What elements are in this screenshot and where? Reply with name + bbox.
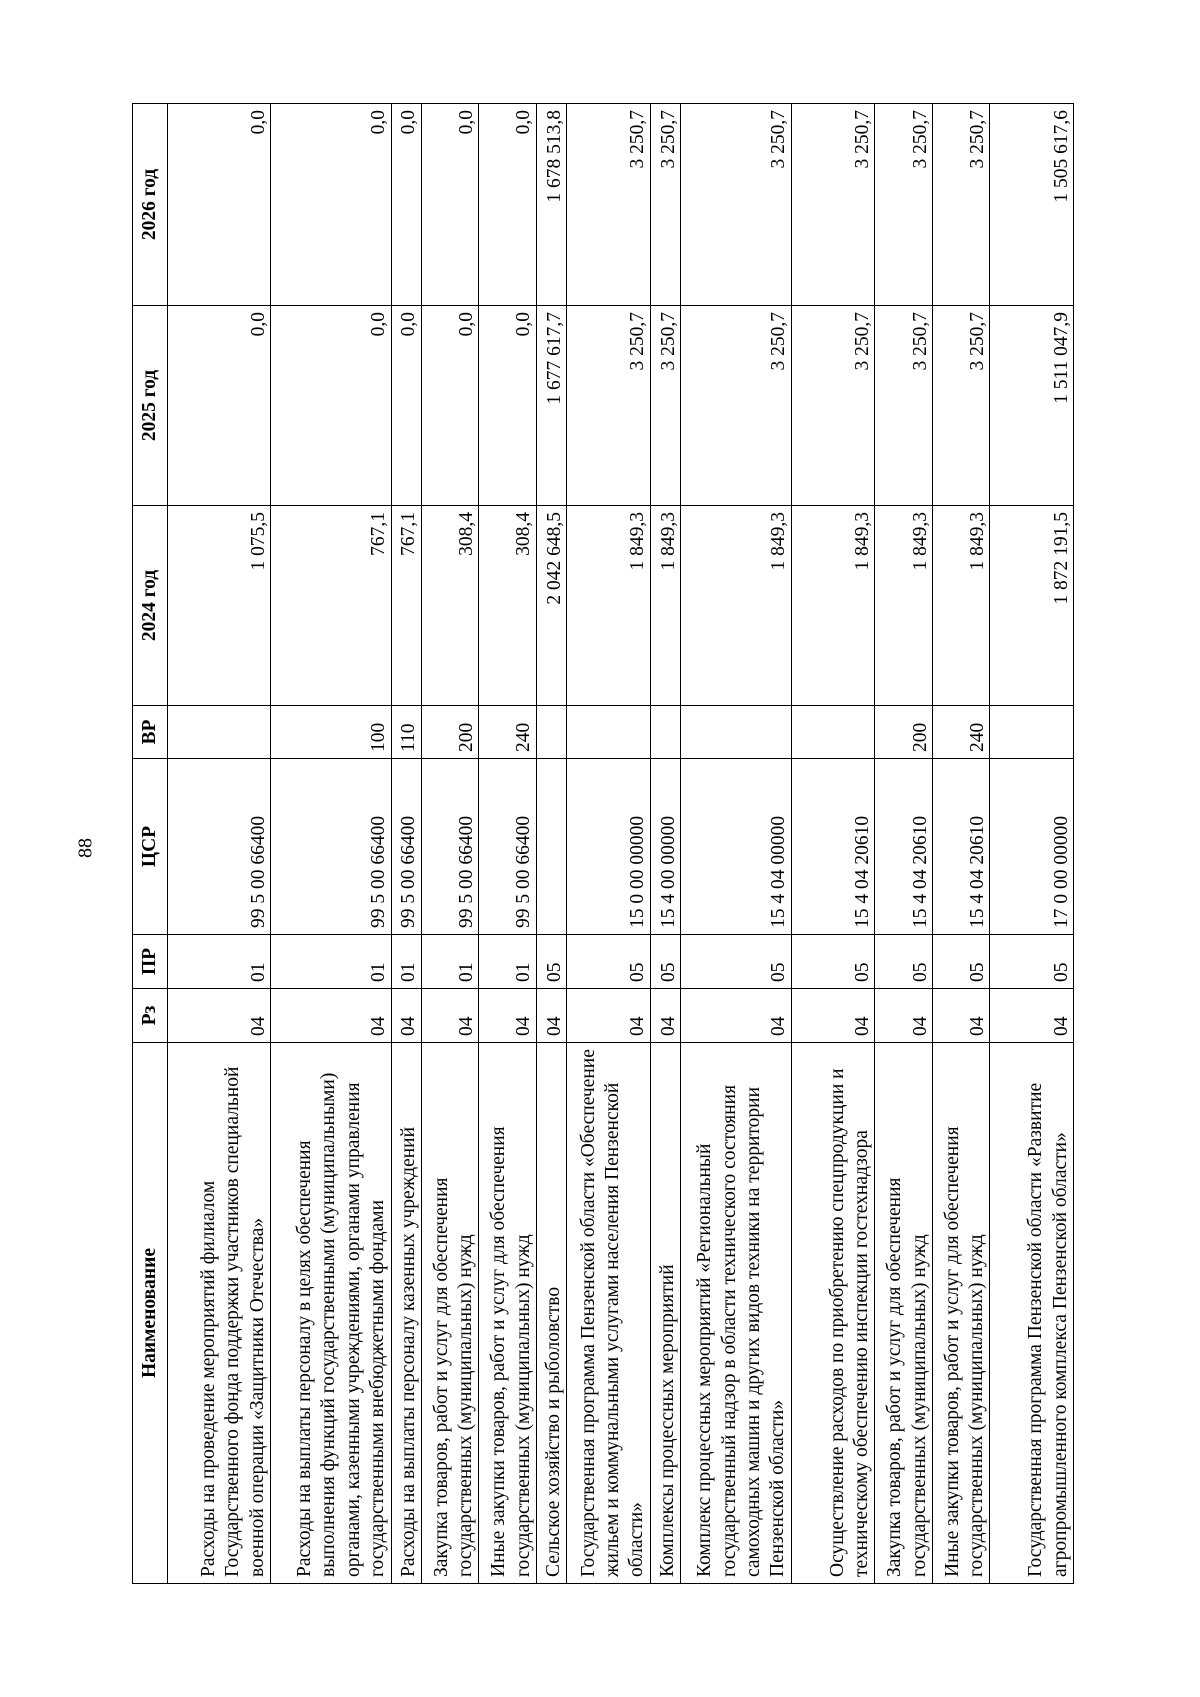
table-row — [271, 104, 391, 1584]
table-row — [536, 104, 566, 1584]
cell-pr: 05 — [990, 935, 1074, 989]
cell-2025: 0,0 — [271, 306, 391, 506]
cell-2025: 1 677 617,7 — [536, 306, 566, 506]
cell-vr: 240 — [932, 706, 990, 759]
cell-rz: 04 — [536, 989, 566, 1043]
cell-2024: 1 849,3 — [875, 506, 933, 706]
cell-rz: 04 — [932, 989, 990, 1043]
cell-2024: 1 849,3 — [681, 506, 792, 706]
cell-csr: 15 4 04 20610 — [875, 759, 933, 935]
cell-pr: 05 — [567, 935, 651, 989]
cell-csr: 99 5 00 66400 — [421, 759, 479, 935]
cell-2026: 3 250,7 — [567, 104, 651, 306]
budget-table — [132, 103, 1074, 1584]
cell-pr: 05 — [681, 935, 792, 989]
cell-vr: 200 — [875, 706, 933, 759]
cell-2025: 0,0 — [421, 306, 479, 506]
cell-rz: 04 — [421, 989, 479, 1043]
cell-rz: 04 — [650, 989, 680, 1043]
cell-pr: 05 — [875, 935, 933, 989]
header-csr: ЦСР — [133, 759, 168, 935]
cell-2024: 1 849,3 — [932, 506, 990, 706]
cell-2026: 0,0 — [271, 104, 391, 306]
cell-rz: 04 — [875, 989, 933, 1043]
cell-csr: 99 5 00 66400 — [168, 759, 271, 935]
cell-pr: 01 — [168, 935, 271, 989]
cell-2024: 1 849,3 — [650, 506, 680, 706]
cell-2026: 0,0 — [421, 104, 479, 306]
cell-rz: 04 — [479, 989, 537, 1043]
cell-name: Иные закупки товаров, работ и услуг для обеспечения государственных (муниципальных) нужд — [479, 1043, 537, 1584]
cell-vr: 110 — [391, 706, 421, 759]
cell-name: Расходы на проведение мероприятий филиалом Государственного фонда поддержки участников специальной военной операции «Защитники Отечества» — [168, 1043, 271, 1584]
cell-vr — [990, 706, 1074, 759]
header-2025: 2025 год — [133, 306, 168, 506]
cell-2026: 3 250,7 — [791, 104, 875, 306]
cell-vr: 240 — [479, 706, 537, 759]
cell-2025: 3 250,7 — [875, 306, 933, 506]
cell-vr — [791, 706, 875, 759]
header-vr: ВР — [133, 706, 168, 759]
cell-2026: 0,0 — [479, 104, 537, 306]
cell-csr: 99 5 00 66400 — [479, 759, 537, 935]
cell-csr: 15 4 00 00000 — [650, 759, 680, 935]
cell-name: Расходы на выплаты персоналу в целях обеспечения выполнения функций государственными (муниципальными) органами, казенными учреждениями, органами управления государственными внебюджетными фондами — [271, 1043, 391, 1584]
cell-2026: 1 678 513,8 — [536, 104, 566, 306]
table-row — [681, 104, 792, 1584]
cell-vr: 100 — [271, 706, 391, 759]
cell-vr — [168, 706, 271, 759]
cell-name: Осуществление расходов по приобретению спецпродукции и техническому обеспечению инспекции гостехнадзора — [791, 1043, 875, 1584]
cell-name: Комплекс процессных мероприятий «Региональный государственный надзор в области технического состояния самоходных машин и других видов техники на территории Пензенской области» — [681, 1043, 792, 1584]
cell-2026: 0,0 — [168, 104, 271, 306]
cell-vr — [681, 706, 792, 759]
cell-vr — [567, 706, 651, 759]
cell-csr: 15 4 04 20610 — [791, 759, 875, 935]
cell-2024: 2 042 648,5 — [536, 506, 566, 706]
cell-name: Государственная программа Пензенской области «Обеспечение жильем и коммунальными услугами населения Пензенской области» — [567, 1043, 651, 1584]
header-row — [133, 104, 168, 1584]
cell-name: Государственная программа Пензенской области «Развитие агропромышленного комплекса Пензенской области» — [990, 1043, 1074, 1584]
cell-rz: 04 — [990, 989, 1074, 1043]
cell-csr: 17 0 00 00000 — [990, 759, 1074, 935]
cell-csr — [536, 759, 566, 935]
table-row — [650, 104, 680, 1584]
cell-rz: 04 — [391, 989, 421, 1043]
cell-2026: 3 250,7 — [932, 104, 990, 306]
cell-2024: 308,4 — [421, 506, 479, 706]
cell-csr: 15 0 00 00000 — [567, 759, 651, 935]
table-header — [133, 104, 168, 1584]
header-2024: 2024 год — [133, 506, 168, 706]
cell-vr — [650, 706, 680, 759]
cell-name: Закупка товаров, работ и услуг для обеспечения государственных (муниципальных) нужд — [421, 1043, 479, 1584]
cell-rz: 04 — [791, 989, 875, 1043]
cell-pr: 05 — [791, 935, 875, 989]
table-row — [168, 104, 271, 1584]
table-row — [791, 104, 875, 1584]
cell-2025: 3 250,7 — [681, 306, 792, 506]
table-row — [875, 104, 933, 1584]
cell-pr: 05 — [650, 935, 680, 989]
cell-csr: 99 5 00 66400 — [391, 759, 421, 935]
header-rz: Рз — [133, 989, 168, 1043]
cell-2024: 1 849,3 — [791, 506, 875, 706]
cell-2025: 3 250,7 — [650, 306, 680, 506]
cell-2024: 308,4 — [479, 506, 537, 706]
cell-pr: 05 — [536, 935, 566, 989]
rotated-table-container — [132, 104, 1074, 1584]
cell-pr: 01 — [479, 935, 537, 989]
cell-2024: 1 872 191,5 — [990, 506, 1074, 706]
cell-name: Иные закупки товаров, работ и услуг для обеспечения государственных (муниципальных) нужд — [932, 1043, 990, 1584]
cell-2025: 0,0 — [391, 306, 421, 506]
cell-rz: 04 — [681, 989, 792, 1043]
cell-2025: 0,0 — [168, 306, 271, 506]
cell-2025: 1 511 047,9 — [990, 306, 1074, 506]
cell-2024: 1 849,3 — [567, 506, 651, 706]
table-row — [567, 104, 651, 1584]
cell-pr: 05 — [932, 935, 990, 989]
cell-rz: 04 — [567, 989, 651, 1043]
cell-2024: 767,1 — [271, 506, 391, 706]
cell-2026: 3 250,7 — [650, 104, 680, 306]
table-row — [391, 104, 421, 1584]
cell-pr: 01 — [421, 935, 479, 989]
cell-vr — [536, 706, 566, 759]
header-pr: ПР — [133, 935, 168, 989]
header-2026: 2026 год — [133, 104, 168, 306]
cell-2026: 3 250,7 — [681, 104, 792, 306]
cell-2024: 1 075,5 — [168, 506, 271, 706]
cell-rz: 04 — [271, 989, 391, 1043]
cell-vr: 200 — [421, 706, 479, 759]
cell-name: Комплексы процессных мероприятий — [650, 1043, 680, 1584]
cell-csr: 15 4 04 20610 — [932, 759, 990, 935]
table-row — [990, 104, 1074, 1584]
cell-2025: 3 250,7 — [932, 306, 990, 506]
cell-2024: 767,1 — [391, 506, 421, 706]
cell-pr: 01 — [271, 935, 391, 989]
table-row — [421, 104, 479, 1584]
cell-name: Сельское хозяйство и рыболовство — [536, 1043, 566, 1584]
cell-name: Закупка товаров, работ и услуг для обеспечения государственных (муниципальных) нужд — [875, 1043, 933, 1584]
cell-2026: 1 505 617,6 — [990, 104, 1074, 306]
cell-name: Расходы на выплаты персоналу казенных учреждений — [391, 1043, 421, 1584]
table-row — [479, 104, 537, 1584]
cell-2026: 0,0 — [391, 104, 421, 306]
table-body — [168, 104, 1074, 1584]
cell-2025: 3 250,7 — [567, 306, 651, 506]
header-name: Наименование — [133, 1043, 168, 1584]
page-number: 88 — [74, 838, 97, 858]
cell-rz: 04 — [168, 989, 271, 1043]
table-row — [932, 104, 990, 1584]
cell-csr: 15 4 04 00000 — [681, 759, 792, 935]
cell-pr: 01 — [391, 935, 421, 989]
cell-2025: 3 250,7 — [791, 306, 875, 506]
cell-2026: 3 250,7 — [875, 104, 933, 306]
cell-2025: 0,0 — [479, 306, 537, 506]
cell-csr: 99 5 00 66400 — [271, 759, 391, 935]
